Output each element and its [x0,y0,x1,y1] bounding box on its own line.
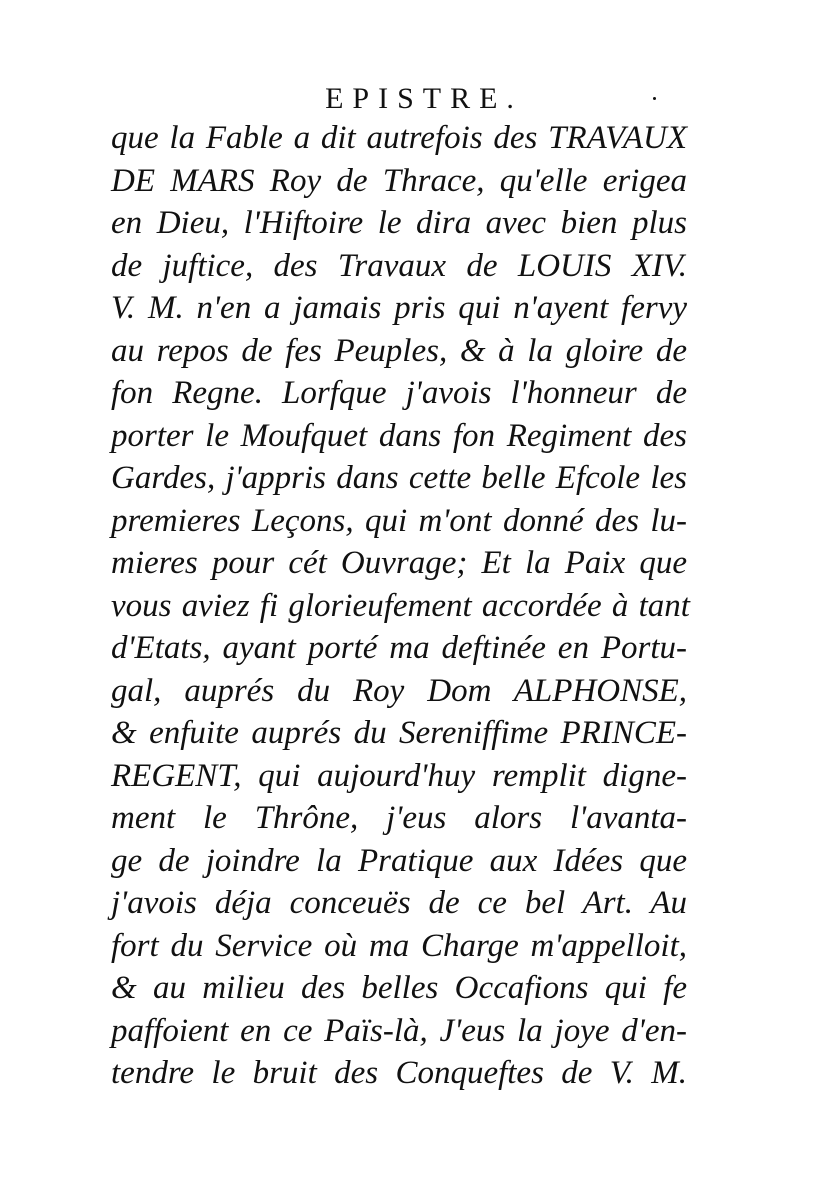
text-line: V. M. n'en a jamais pris qui n'ayent fervy [111,290,687,326]
text-line: premieres Leçons, qui m'ont donné des lu- [111,502,687,539]
text-line: vous aviez fi glorieufement accordée à tant [111,587,690,624]
text-line: paffoient en ce Païs-là, J'eus la joye d'en- [111,1012,687,1049]
printer-mark [653,97,656,100]
text-line: REGENT, qui aujourd'huy remplit digne- [111,757,687,794]
text-line: au repos de fes Peuples, & à la gloire de [111,332,687,369]
text-line: que la Fable a dit autrefois des TRAVAUX [111,120,687,156]
text-line: DE MARS Roy de Thrace, qu'elle erigea [111,162,687,199]
text-line: de juftice, des Travaux de LOUIS XIV. [111,247,687,284]
text-line: en Dieu, l'Hiftoire le dira avec bien plus [111,205,687,241]
text-line: mieres pour cét Ouvrage; Et la Paix que [111,545,687,581]
text-line: porter le Moufquet dans fon Regiment des [111,417,687,454]
running-header: EPISTRE. [325,82,523,115]
text-line: fort du Service où ma Charge m'appelloit, [111,927,687,964]
text-line: Gardes, j'appris dans cette belle Efcole les [111,460,687,496]
text-line: & enfuite auprés du Sereniffime PRINCE- [111,715,687,751]
text-line: fon Regne. Lorfque j'avois l'honneur de [111,375,687,411]
text-line: tendre le bruit des Conqueftes de V. M. [111,1055,687,1091]
text-line: ment le Thrône, j'eus alors l'avanta- [111,800,687,836]
text-line: d'Etats, ayant porté ma deftinée en Portu- [111,630,687,666]
body-text [111,117,690,1095]
text-line: j'avois déja conceuës de ce bel Art. Au [111,885,687,921]
text-line: ge de joindre la Pratique aux Idées que [111,842,687,879]
text-line: gal, auprés du Roy Dom ALPHONSE, [111,672,687,709]
text-line: & au milieu des belles Occafions qui fe [111,970,687,1006]
